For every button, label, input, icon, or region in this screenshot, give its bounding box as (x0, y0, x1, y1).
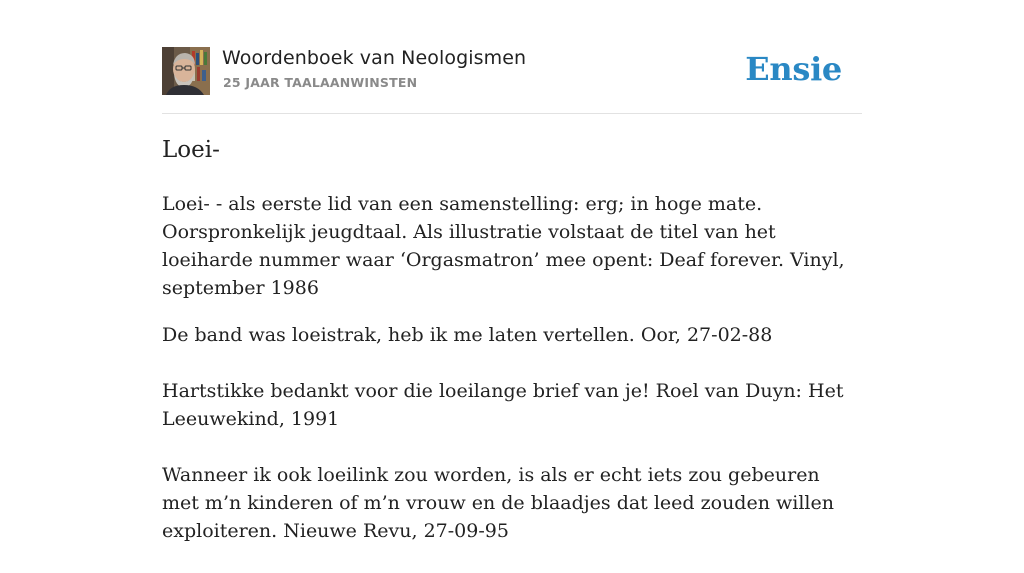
avatar-portrait-image (162, 47, 210, 95)
author-avatar[interactable] (162, 47, 210, 95)
entry-definition: Loei- - als eerste lid van een samenstelling: erg; in hoge mate. Oorspronkelijk jeugdtaal. Als illustratie volstaat de titel van het loeiharde nummer waar ‘Orgasmatron’ mee opent: Deaf forever. Vinyl, september 1986 (162, 193, 845, 299)
brand-logo-link[interactable]: Ensie (745, 50, 842, 88)
example-quote: Wanneer ik ook loeilink zou worden, is als er echt iets zou gebeuren met m’n kinderen of m’n vrouw en de blaadjes dat leed zouden willen exploiteren. Nieuwe Revu, 27-09-95 (162, 464, 834, 542)
author-name[interactable]: Woordenboek van Neologismen (222, 47, 527, 69)
entry-header (162, 46, 862, 96)
entry-body (162, 190, 862, 573)
example-quote: De band was loeistrak, heb ik me laten vertellen. Oor, 27-02-88 (162, 324, 773, 346)
header-divider (162, 113, 862, 114)
entry-title: Loei- (162, 137, 220, 163)
author-subtitle: 25 JAAR TAALAANWINSTEN (223, 75, 418, 90)
example-quote: Hartstikke bedankt voor die loeilange brief van je! Roel van Duyn: Het Leeuwekind, 1991 (162, 380, 844, 430)
